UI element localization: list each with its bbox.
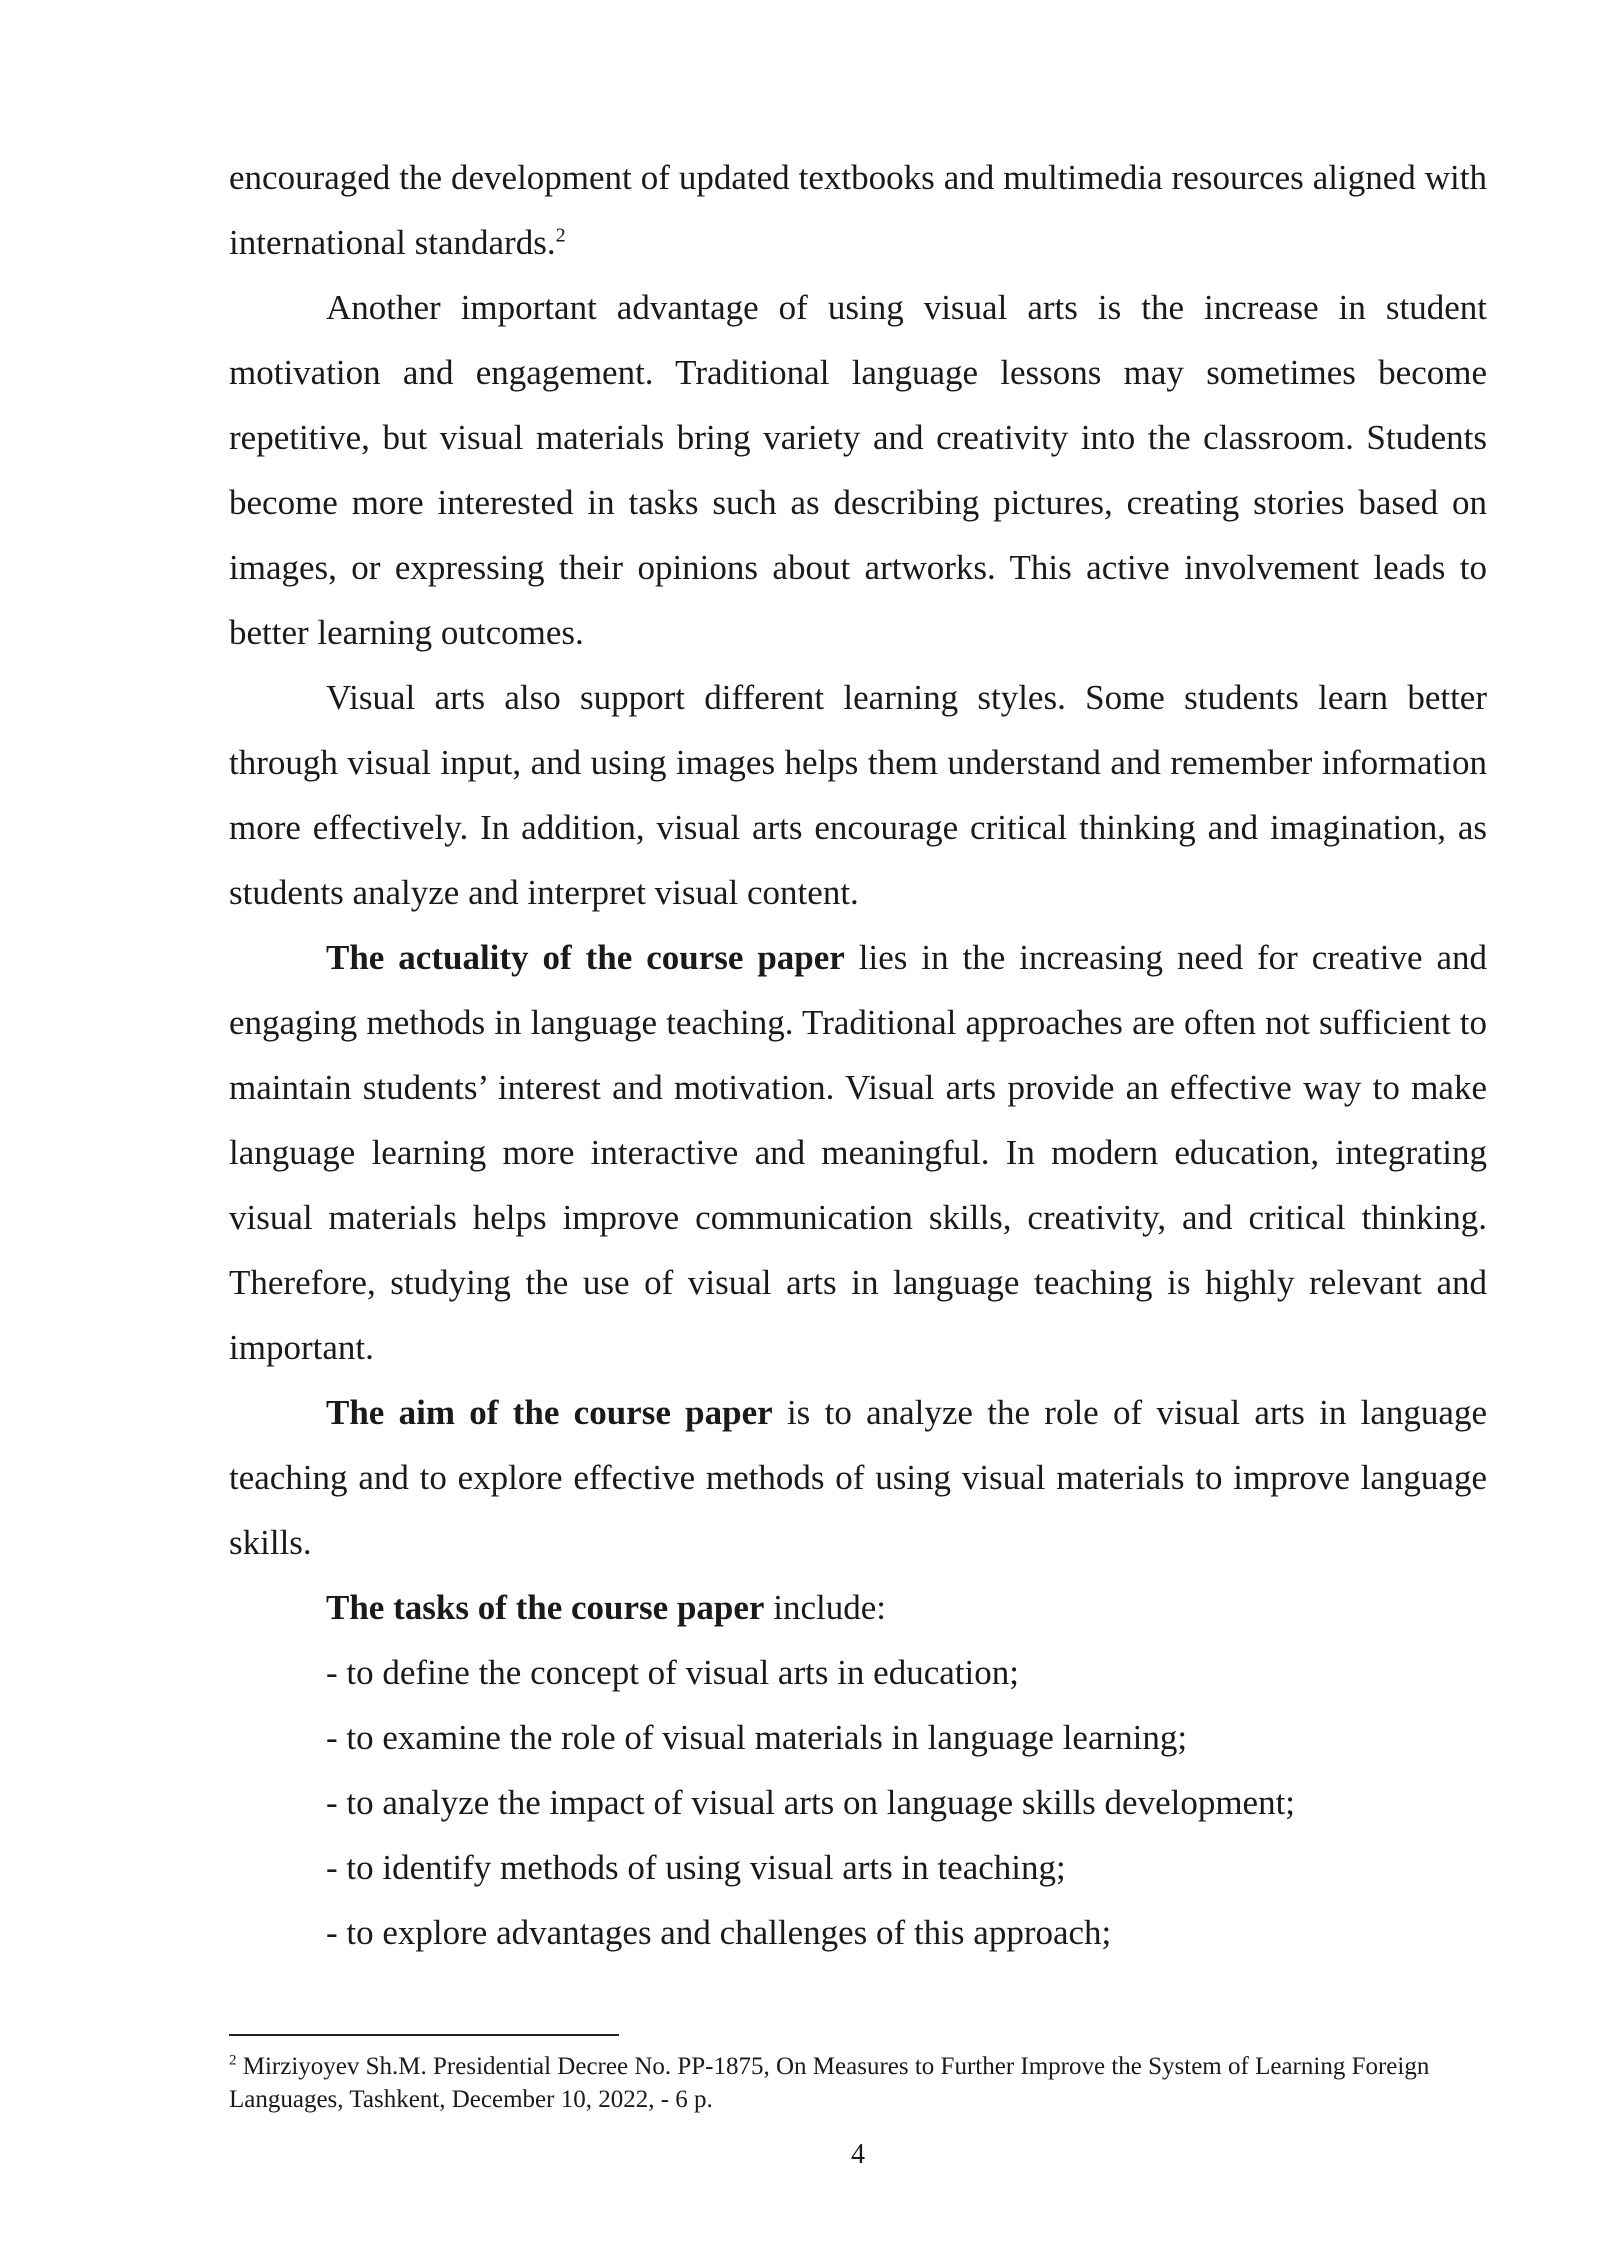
- actuality-heading: The actuality of the course paper: [326, 938, 845, 977]
- paragraph-aim: [229, 1380, 1487, 1575]
- paragraph-actuality: [229, 925, 1487, 1380]
- paragraph-learning-styles: Visual arts also support different learning styles. Some students learn better through visual input, and using images helps them understand and remember information more effectively. In addition, visual arts encourage critical thinking and imagination, as students analyze and interpret visual content.: [229, 678, 1487, 912]
- paragraph-text: encouraged the development of updated textbooks and multimedia resources aligned with international standards.: [229, 158, 1487, 262]
- tasks-heading: The tasks of the course paper: [326, 1588, 765, 1627]
- list-item: - to explore advantages and challenges of this approach;: [326, 1913, 1112, 1952]
- aim-heading: The aim of the course paper: [326, 1393, 773, 1432]
- page-number: 4: [851, 2139, 865, 2170]
- paragraph-continuation: [229, 145, 1487, 275]
- list-item: - to define the concept of visual arts in education;: [326, 1653, 1019, 1692]
- actuality-text: lies in the increasing need for creative and engaging methods in language teaching. Traditional approaches are often not sufficient to maintain students’ interest and motivation. Visual arts provide an effective way to make language learning more interactive and meaningful. In modern education, integrating visual materials helps improve communication skills, creativity, and critical thinking. Therefore, studying the use of visual arts in language teaching is highly relevant and important.: [229, 938, 1487, 1367]
- aim-text: is to analyze the role of visual arts in language teaching and to explore effective methods of using visual materials to improve language skills.: [229, 1393, 1487, 1562]
- page-body: [229, 145, 1487, 1965]
- list-item: - to examine the role of visual materials in language learning;: [326, 1718, 1188, 1757]
- footnote-reference[interactable]: 2: [555, 224, 566, 247]
- footnote-divider: [229, 2034, 619, 2036]
- paragraph-motivation: Another important advantage of using visual arts is the increase in student motivation and engagement. Traditional language lessons may sometimes become repetitive, but visual materials bring variety and creativity into the classroom. Students become more interested in tasks such as describing pictures, creating stories based on images, or expressing their opinions about artworks. This active involvement leads to better learning outcomes.: [229, 288, 1487, 652]
- paragraph-tasks: [229, 1575, 1487, 1640]
- tasks-text: include:: [764, 1588, 886, 1627]
- list-item: - to identify methods of using visual arts in teaching;: [326, 1848, 1066, 1887]
- tasks-list: [229, 1640, 1487, 1965]
- list-item: - to analyze the impact of visual arts on language skills development;: [326, 1783, 1296, 1822]
- footnote-number: 2: [229, 2052, 237, 2069]
- footnote: [229, 2050, 1487, 2116]
- footnote-text: Mirziyoyev Sh.M. Presidential Decree No. PP-1875, On Measures to Further Improve the System of Learning Foreign Languages, Tashkent, December 10, 2022, - 6 p.: [229, 2053, 1430, 2113]
